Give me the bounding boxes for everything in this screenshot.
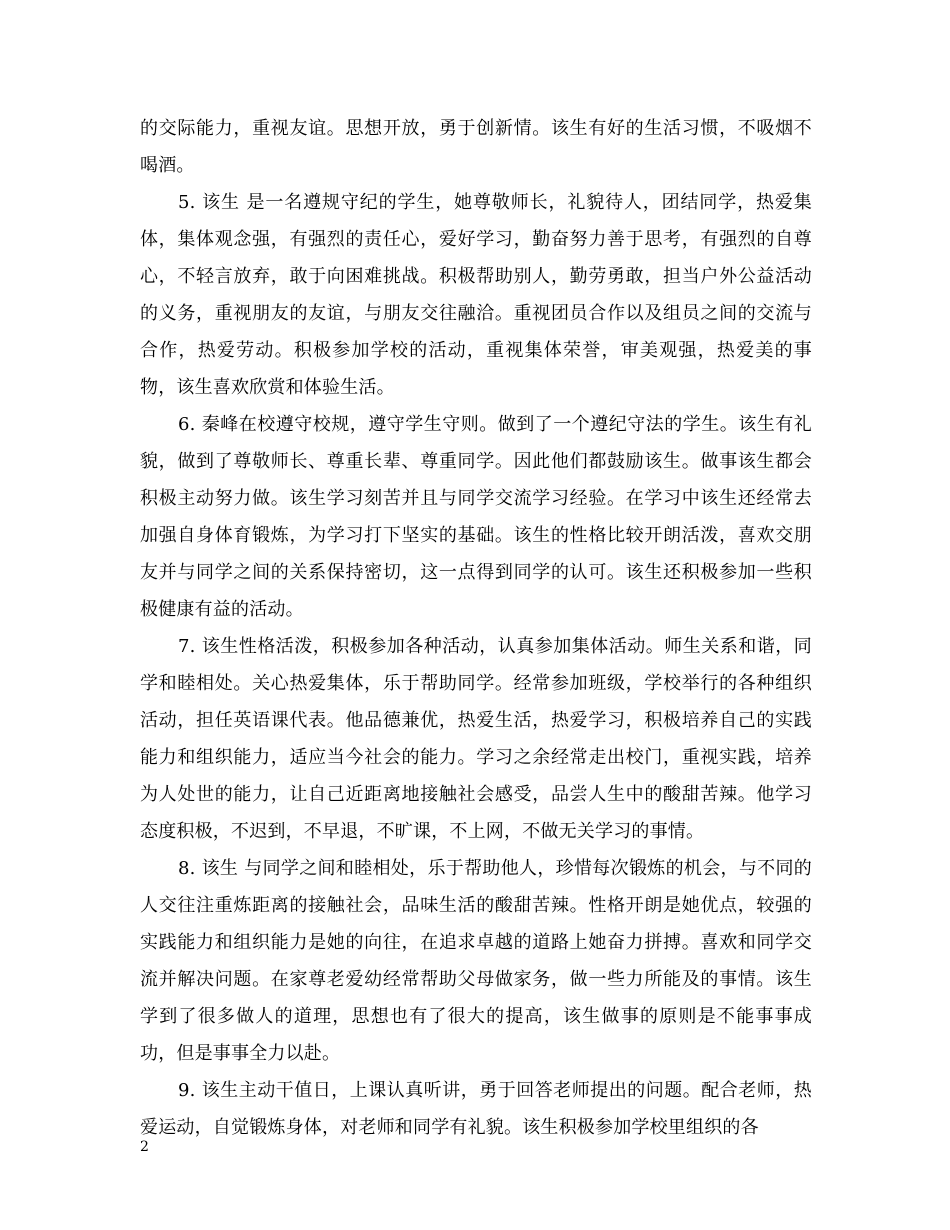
- paragraph-item-6: 6. 秦峰在校遵守校规，遵守学生守则。做到了一个遵纪守法的学生。该生有礼貌，做到了尊敬师长、尊重长辈、尊重同学。因此他们都鼓励该生。做事该生都会积极主动努力做。该生学习刻苦并且与同学交流学习经验。在学习中该生还经常去加强自身体育锻炼，为学习打下坚实的基础。该生的性格比较开朗活泼，喜欢交朋友并与同学之间的关系保持密切，这一点得到同学的认可。该生还积极参加一些积极健康有益的活动。: [140, 414, 812, 620]
- paragraph-item-7: 7. 该生性格活泼，积极参加各种活动，认真参加集体活动。师生关系和谐，同学和睦相处。关心热爱集体，乐于帮助同学。经常参加班级，学校举行的各种组织活动，担任英语课代表。他品德兼优，热爱生活，热爱学习，积极培养自己的实践能力和组织能力，适应当今社会的能力。学习之余经常走出校门，重视实践，培养为人处世的能力，让自己近距离地接触社会感受，品尝人生中的酸甜苦辣。他学习态度积极，不迟到，不早退，不旷课，不上网，不做无关学习的事情。: [140, 636, 812, 842]
- paragraph-item-5: 5. 该生 是一名遵规守纪的学生，她尊敬师长，礼貌待人，团结同学，热爱集体，集体观念强，有强烈的责任心，爱好学习，勤奋努力善于思考，有强烈的自尊心，不轻言放弃，敢于向困难挑战。积极帮助别人，勤劳勇敢，担当户外公益活动的义务，重视朋友的友谊，与朋友交往融洽。重视团员合作以及组员之间的交流与合作，热爱劳动。积极参加学校的活动，重视集体荣誉，审美观强，热爱美的事物，该生喜欢欣赏和体验生活。: [140, 192, 812, 398]
- paragraph-continuation: 的交际能力，重视友谊。思想开放，勇于创新情。该生有好的生活习惯，不吸烟不喝酒。: [140, 118, 812, 176]
- page-number: 2: [140, 1139, 149, 1155]
- paragraph-item-8: 8. 该生 与同学之间和睦相处，乐于帮助他人，珍惜每次锻炼的机会，与不同的人交往注重炼距离的接触社会，品味生活的酸甜苦辣。性格开朗是她优点，较强的实践能力和组织能力是她的向往，在追求卓越的道路上她奋力拼搏。喜欢和同学交流并解决问题。在家尊老爱幼经常帮助父母做家务，做一些力所能及的事情。该生学到了很多做人的道理，思想也有了很大的提高，该生做事的原则是不能事事成功，但是事事全力以赴。: [140, 858, 812, 1064]
- document-body: [140, 110, 812, 1146]
- paragraph-item-9: 9. 该生主动干值日，上课认真听讲，勇于回答老师提出的问题。配合老师，热爱运动，自觉锻炼身体，对老师和同学有礼貌。该生积极参加学校里组织的各: [140, 1080, 812, 1138]
